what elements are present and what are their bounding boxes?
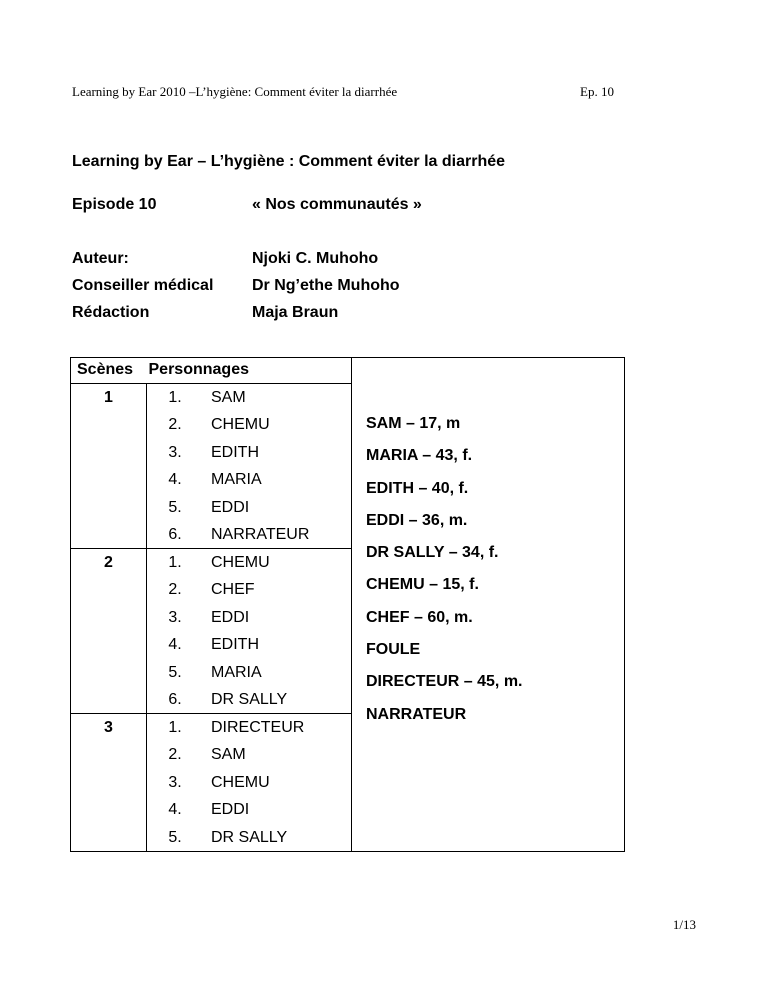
character-name: EDITH [211, 636, 259, 653]
character-index: 6. [168, 691, 182, 708]
cast-item: MARIA – 43, f. [366, 447, 473, 465]
character-name: DR SALLY [203, 824, 352, 852]
credit-value: Njoki C. Muhoho [252, 250, 379, 267]
scene-number: 3 [71, 714, 147, 852]
cast-item: DIRECTEUR – 45, m. [366, 673, 523, 691]
character-name: SAM [211, 746, 246, 763]
character-name: DIRECTEUR [203, 714, 352, 742]
cast-item: CHEF – 60, m. [366, 608, 473, 626]
character-index: 5. [147, 824, 204, 852]
cast-item: CHEMU – 15, f. [366, 576, 479, 594]
episode-value: « Nos communautés » [252, 196, 422, 213]
cast-list [352, 414, 624, 737]
scene-number: 2 [71, 549, 147, 714]
header-personnages: Personnages [147, 358, 352, 384]
character-index: 2. [168, 416, 182, 433]
cast-item: DR SALLY – 34, f. [366, 544, 499, 562]
character-index: 2. [168, 581, 182, 598]
running-header-episode: Ep. 10 [580, 84, 614, 99]
character-name: CHEMU [203, 549, 352, 577]
document-title: Learning by Ear – L’hygiène : Comment éviter la diarrhée [72, 153, 506, 170]
character-name: NARRATEUR [211, 526, 310, 543]
character-index: 5. [168, 498, 182, 516]
scene-number: 1 [71, 384, 147, 549]
character-name: MARIA [211, 471, 262, 488]
cast-item: EDITH – 40, f. [366, 479, 469, 497]
running-header-title: Learning by Ear 2010 –L’hygiène: Comment éviter la diarrhée [72, 84, 398, 99]
credit-label: Rédaction [72, 304, 150, 321]
character-index: 4. [168, 801, 182, 818]
character-index: 1. [147, 549, 204, 577]
cast-item: SAM – 17, m [366, 415, 461, 432]
character-name: SAM [203, 384, 352, 412]
credit-value: Maja Braun [252, 304, 339, 321]
cast-item: EDDI – 36, m. [366, 511, 468, 529]
character-name: EDDI [211, 498, 250, 516]
character-index: 3. [168, 608, 182, 626]
character-name: CHEMU [211, 773, 270, 791]
character-index: 1. [147, 714, 204, 742]
character-name: EDDI [211, 608, 250, 626]
episode-label: Episode 10 [72, 196, 157, 213]
character-index: 2. [168, 746, 182, 763]
character-name: CHEMU [211, 416, 270, 433]
character-index: 5. [168, 663, 182, 681]
cast-item: FOULE [366, 641, 421, 659]
character-name: EDDI [211, 801, 250, 818]
credit-label: Conseiller médical [72, 277, 214, 294]
character-index: 4. [168, 471, 182, 488]
character-index: 6. [168, 526, 182, 543]
character-name: EDITH [211, 443, 259, 461]
credit-value: Dr Ng’ethe Muhoho [252, 277, 400, 294]
credit-label: Auteur: [72, 250, 129, 267]
character-name: CHEF [211, 581, 255, 598]
character-name: DR SALLY [211, 691, 288, 708]
character-index: 3. [168, 773, 182, 791]
cast-description-cell [352, 358, 625, 852]
cast-item: NARRATEUR [366, 705, 467, 723]
page-number: 1/13 [672, 917, 696, 932]
cast-table [70, 357, 625, 852]
character-name: MARIA [211, 663, 262, 681]
header-scenes: Scènes [71, 358, 147, 384]
character-index: 4. [168, 636, 182, 653]
character-index: 3. [168, 443, 182, 461]
character-index: 1. [147, 384, 204, 412]
